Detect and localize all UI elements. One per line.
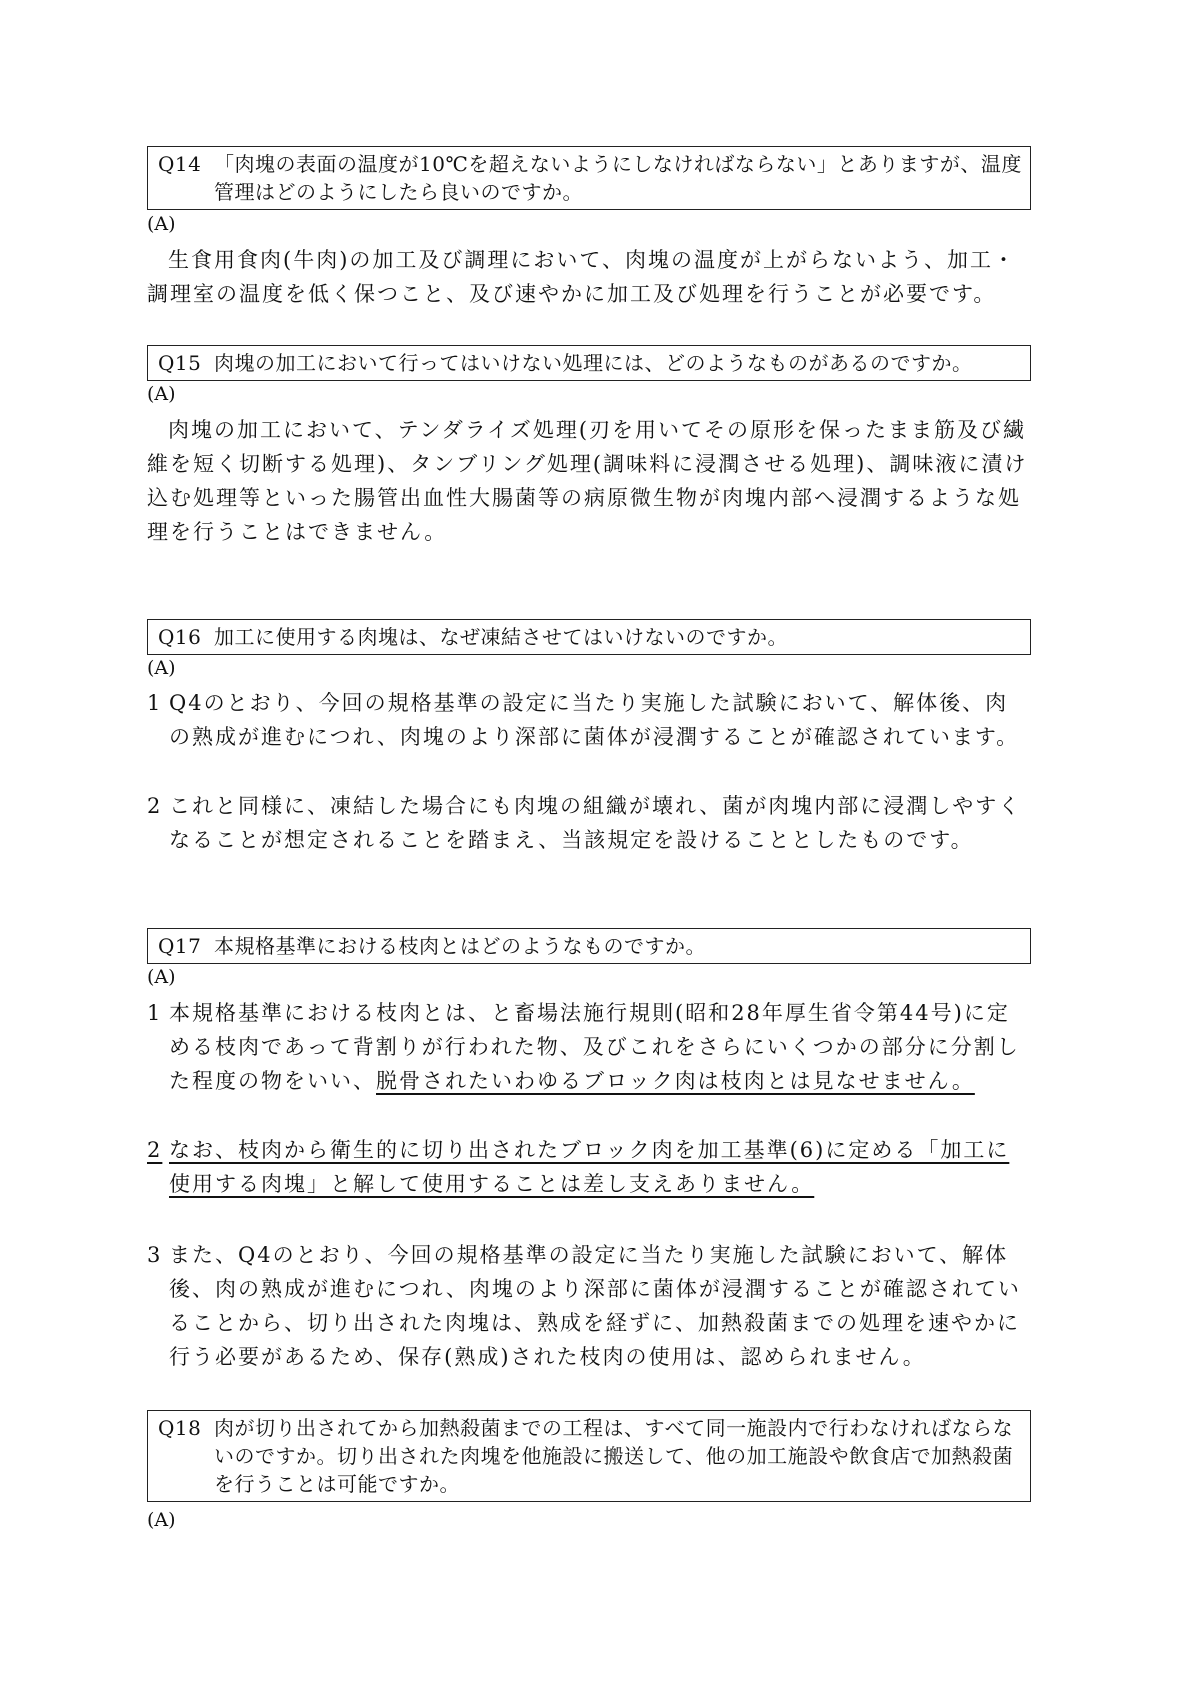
item-number: 3 — [147, 1243, 163, 1267]
question-text: 「肉塊の表面の温度が10℃を超えないようにしなければならない」とありますが、温度管理はどのようにしたら良いのですか。 — [214, 152, 1022, 204]
question-number: Q14 — [158, 152, 202, 176]
answer-item-q16-2 — [147, 789, 1031, 857]
answer-label-q14: (A) — [147, 213, 176, 235]
item-text: Q4のとおり、今回の規格基準の設定に当たり実施した試験において、解体後、肉の熟成が進むにつれ、肉塊のより深部に菌体が浸潤することが確認されています。 — [169, 691, 1020, 749]
answer-label-q17: (A) — [147, 966, 176, 988]
question-number: Q17 — [158, 934, 202, 958]
item-number: 2 — [147, 1138, 163, 1162]
item-text: また、Q4のとおり、今回の規格基準の設定に当たり実施した試験において、解体後、肉の熟成が進むにつれ、肉塊のより深部に菌体が浸潤することが確認されていることから、切り出された肉塊は、熟成を経ずに、加熱殺菌までの処理を速やかに行う必要があるため、保存(熟成)された枝肉の使用は、認められません。 — [169, 1243, 1021, 1369]
answer-label-q18: (A) — [147, 1509, 176, 1531]
answer-item-q17-3 — [147, 1238, 1031, 1374]
question-box-q15 — [147, 345, 1031, 381]
item-number: 1 — [147, 691, 163, 715]
item-text — [169, 996, 1031, 1098]
question-box-q14 — [147, 146, 1031, 210]
question-box-q18 — [147, 1410, 1031, 1502]
item-text: これと同様に、凍結した場合にも肉塊の組織が壊れ、菌が肉塊内部に浸潤しやすくなることが想定されることを踏まえ、当該規定を設けることとしたものです。 — [169, 794, 1022, 852]
answer-label-q16: (A) — [147, 657, 176, 679]
answer-label-q15: (A) — [147, 383, 176, 405]
item-text-underlined: なお、枝肉から衛生的に切り出されたブロック肉を加工基準(6)に定める「加工に使用する肉塊」と解して使用することは差し支えありません。 — [169, 1138, 1010, 1196]
question-text: 加工に使用する肉塊は、なぜ凍結させてはいけないのですか。 — [214, 625, 788, 649]
question-number: Q16 — [158, 625, 202, 649]
question-number: Q18 — [158, 1416, 202, 1440]
question-box-q17 — [147, 928, 1031, 964]
item-text-underlined: 脱骨されたいわゆるブロック肉は枝肉とは見なせません。 — [376, 1069, 975, 1093]
item-number: 1 — [147, 1001, 163, 1025]
answer-item-q17-2 — [147, 1133, 1031, 1201]
question-box-q16 — [147, 619, 1031, 655]
answer-text-q14: 生食用食肉(牛肉)の加工及び調理において、肉塊の温度が上がらないよう、加工・調理室の温度を低く保つこと、及び速やかに加工及び処理を行うことが必要です。 — [147, 248, 1016, 306]
question-number: Q15 — [158, 351, 202, 375]
question-text: 本規格基準における枝肉とはどのようなものですか。 — [214, 934, 706, 958]
item-text-plain: 本規格基準における枝肉とは、と畜場法施行規則(昭和28年厚生省令第44号)に定める枝肉であって背割りが行われた物、及びこれをさらにいくつかの部分に分割した程度の物をいい、 — [169, 1001, 1020, 1093]
answer-item-q16-1 — [147, 686, 1031, 754]
answer-text-q15: 肉塊の加工において、テンダライズ処理(刃を用いてその原形を保ったまま筋及び繊維を短く切断する処理)、タンブリング処理(調味料に浸潤させる処理)、調味液に漬け込む処理等といった腸管出血性大腸菌等の病原微生物が肉塊内部へ浸潤するような処理を行うことはできません。 — [147, 418, 1028, 544]
question-text: 肉塊の加工において行ってはいけない処理には、どのようなものがあるのですか。 — [214, 351, 973, 375]
item-number: 2 — [147, 794, 163, 818]
answer-item-q17-1 — [147, 996, 1031, 1098]
question-text: 肉が切り出されてから加熱殺菌までの工程は、すべて同一施設内で行わなければならないのですか。切り出された肉塊を他施設に搬送して、他の加工施設や飲食店で加熱殺菌を行うことは可能ですか。 — [214, 1416, 1014, 1496]
